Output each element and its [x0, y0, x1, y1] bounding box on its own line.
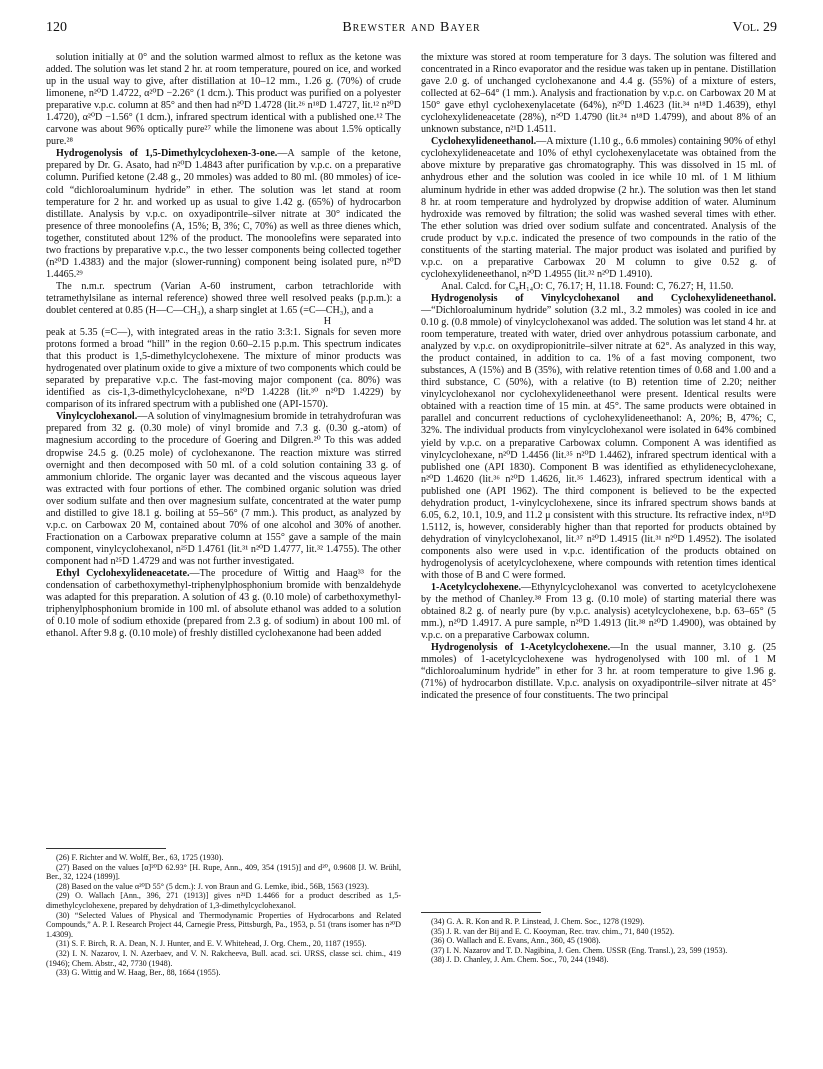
paragraph: peak at 5.35 (=C—), with integrated areas in the ratio 3:3:1. Signals for seven more protons formed a broad “hill” in the region 0.60–2.15 p.p.m. This spectrum indicates that this product is 1,5-dimethylcyclohexene. The mixture of minor products was hydrogenated over platinum oxide to give a mixture of two components which could be separated by preparative v.p.c. The fast-moving major component (ca. 80%) was identified as cis-1,3-dimethylcyclohexane, n²⁰D 1.4228 (lit.³⁰ n²⁰D 1.4229) by comparison of its infrared spectrum with a published one (API-1570). — [46, 327, 401, 411]
footnote: (28) Based on the value α²⁰D 55° (5 dcm.): J. von Braun and G. Lemke, ibid., 56B, 1563 (1923). — [56, 881, 370, 891]
paragraph: The n.m.r. spectrum (Varian A-60 instrument, carbon tetrachloride with tetramethylsilane as internal reference) showed three well resolved peaks (p.p.m.): a doublet centered at 0.85 (H—C—CH₃), a sharp singlet at 1.65 (=C—CH₃), and a — [46, 280, 401, 316]
paragraph: Hydrogenolysis of 1-Acetylcyclohexene.—In the usual manner, 3.10 g. (25 mmoles) of 1-acetylcyclohexene was hydrogenolysed with 100 ml. of 1 M “dichloroaluminum hydride” in ether for 3 hr. at room temperature to give 1.96 g. (71%) of hydrocarbon distillate. V.p.c. analysis on oxyadipontrile–silver nitrate at 45° indicated the presence of four constituents. The two principal — [421, 642, 777, 702]
paragraph: Vinylcyclohexanol.—A solution of vinylmagnesium bromide in tetrahydrofuran was prepared from 32 g. (0.30 mole) of vinyl bromide and 7.3 g. (0.30 g.-atom) of magnesium according to the procedure of Goering and Dilgren.²⁰ To this was added dropwise 24.5 g. (0.25 mole) of cyclohexanone. The reaction mixture was stirred overnight and then decomposed with 50 ml. of a cold solution containing 33 g. of ammonium chloride. The organic layer was decanted and the viscous aqueous layer was extracted with four portions of ether. The combined organic solution was dried over sodium sulfate and then over magnesium sulfate, concentrated at the water pump and distilled to give 18.1 g. boiling at 55–56° (7 mm.). This product, as analyzed by v.p.c. on Carbowax 20 M, contained about 70% of one alcohol and 30% of another. Fractionation on a Carbowax preparative column at 155° gave a sample of the main component, vinylcyclohexanol, n²⁵D 1.4761 (lit.³¹ n²⁰D 1.4777, lit.³² 1.4755). The other component had n²⁵D 1.4729 and was not further investigated. — [46, 411, 401, 567]
section-heading: Hydrogenolysis of Vinylcyclohexanol and Cyclohexylideneethanol. — [431, 292, 776, 304]
section-heading: Hydrogenolysis of 1-Acetylcyclohexene. — [431, 642, 611, 654]
footnote: (38) J. D. Chanley, J. Am. Chem. Soc., 70, 244 (1948). — [431, 955, 609, 965]
section-heading: Cyclohexylideneethanol. — [431, 136, 537, 148]
paragraph: Anal. Calcd. for C₈H₁₄O: C, 76.17; H, 11.18. Found: C, 76.27; H, 11.50. — [441, 280, 734, 292]
paragraph: 1-Acetylcyclohexene.—Ethynylcyclohexanol was converted to acetylcyclohexene by the method of Chanley.³⁸ From 13 g. (0.10 mole) of starting material there was obtained 8.2 g. of nearly pure (by v.p.c. analysis) acetylcyclohexene, b.p. 63–65° (5 mm.), n²⁰D 1.4917. A pure sample, n²⁰D 1.4913 (lit.³⁸ n²⁰D 1.4900), was obtained by v.p.c. on a preparative Carbowax column. — [421, 582, 776, 642]
footnote: (29) O. Wallach [Ann., 396, 271 (1913)] gives n²¹D 1.4466 for a product described as 1,5-dimethylcyclohexene, prepared by dehydration of 1,3-dimethylcyclohexanol. — [46, 891, 401, 910]
paragraph: solution initially at 0° and the solution warmed almost to reflux as the ketone was added. The solution was let stand 2 hr. at room temperature, poured on ice, and worked up in the usual way to give, after distillation at 10–12 mm., 1.26 g. (70%) of crude limonene, n²⁰D 1.4722, α²⁰D −2.26° (1 dcm.). This product was purified on a polyester preparative v.p.c. column at 85° and then had n²⁰D 1.4728 (lit.²⁶ n¹⁸D 1.4727, lit.¹² n²⁰D 1.4720), α²⁰D −1.56° (1 dcm.), infrared spectrum identical with a published one.¹² The carvone was about 96% optically pure²⁷ while the limonene was about 1.5% optically pure.²⁸ — [46, 52, 401, 148]
footnotes-right — [421, 912, 776, 965]
section-heading: 1-Acetylcyclohexene. — [431, 582, 521, 594]
footnote: (36) O. Wallach and E. Evans, Ann., 360, 45 (1908). — [431, 936, 601, 946]
paragraph: Hydrogenolysis of 1,5-Dimethylcyclohexen-3-one.—A sample of the ketone, prepared by Dr. G. Asato, had n²⁰D 1.4843 after purification by v.p.c. on a preparative column. Purified ketone (2.48 g., 20 mmoles) was added to 80 ml. (80 mmoles) of ice-cold “dichloroaluminum hydride” in ether. The solution was let stand at room temperature for 2 hr. and worked up as usual to give 1.42 g. (65%) of hydrocarbon distillate. Analysis by v.p.c. on oxyadipontrile–silver nitrate at 30° indicated the presence of three monoolefins (A, 15%; B, 3%; C, 70%) as well as three dienes which, together, constituted about 12% of the product. The monoolefins were separated into two fractions by preparative v.p.c., the two lesser components being collected together (n²⁰D 1.4383) and the major (slower-running) component being isolated pure, n²⁰D 1.4465.²⁹ — [46, 148, 401, 280]
running-header — [46, 20, 777, 38]
left-column — [46, 52, 401, 640]
footnote: (37) I. N. Nazarov and T. D. Nagibina, J. Gen. Chem. USSR (Eng. Transl.), 23, 599 (1953). — [431, 945, 728, 955]
footnote: (33) G. Wittig and W. Haag, Ber., 88, 1664 (1955). — [56, 968, 221, 978]
footnote-rule — [46, 848, 166, 849]
footnote: (27) Based on the values [α]²⁰D 62.93° [H. Rupe, Ann., 409, 354 (1915)] and d²⁰₄ 0.9608 [J. W. Brühl, Ber., 32, 1224 (1899)]. — [46, 862, 401, 882]
footnotes-left — [46, 848, 401, 978]
footnote: (35) J. R. van der Bij and E. C. Kooyman, Rec. trav. chim., 71, 840 (1952). — [431, 926, 675, 936]
right-column — [421, 52, 776, 703]
section-heading: Ethyl Cyclohexylideneacetate. — [56, 567, 190, 579]
section-heading: Vinylcyclohexanol. — [56, 411, 138, 423]
footnote: (26) F. Richter and W. Wolff, Ber., 63, 1725 (1930). — [56, 853, 224, 862]
footnote: (32) I. N. Nazarov, I. N. Azerbaev, and V. N. Rakcheeva, Bull. acad. sci. URSS, classe sci. chim., 419 (1946); Chem. Abstr., 42, 7730 (1948). — [46, 948, 401, 968]
paragraph: Ethyl Cyclohexylideneacetate.—The procedure of Wittig and Haag³³ for the condensation of carbethoxymethyl-triphenylphosphonium bromide with benzaldehyde was adapted for this preparation. A solution of 43 g. (0.10 mole) of carbethoxymethyl-triphenylphosphonium bromide in 100 ml. of absolute ethanol was added to a solution of 0.10 mole of sodium ethoxide (prepared from 2.3 g. of sodium) in about 100 ml. of ethanol. After 9.8 g. (0.10 mole) of freshly distilled cyclohexanone had been added — [46, 567, 402, 640]
volume-label: Vol. 29 — [732, 20, 777, 35]
paragraph: the mixture was stored at room temperature for 3 days. The solution was filtered and concentrated in a Rinco evaporator and the residue was taken up in pentane. Distillation gave 2.0 g. of unchanged cyclohexanone and 4.4 g. (55%) of a mixture of esters, collected at 62–64° (1 mm.). Analysis and fractionation by v.p.c. on Carbowax 20 M at 150° gave ethyl cyclohexenylacetate (64%), n²⁰D 1.4623 (lit.³⁴ n¹⁸D 1.4639), ethyl cyclohexylideneacetate (28%), n²⁰D 1.4790 (lit.³⁴ n¹⁸D 1.4799), and about 8% of an unknown substance, n²¹D 1.4511. — [421, 52, 776, 136]
paragraph: Cyclohexylideneethanol.—A mixture (1.10 g., 6.6 mmoles) containing 90% of ethyl cyclohexylideneacetate and 10% of ethyl cyclohexenylacetate was obtained from the above mixture by preparative gas chromatography. This was dissolved in 15 ml. of anhydrous ether and the solution was cooled in ice while 10 ml. of 1 M lithium aluminum hydride in ether was added dropwise (2 hr.). The solution was then let stand 8 hr. at room temperature and hydrolyzed by dropwise addition of water. Aluminum hydroxide was removed by filtration; the solid was washed several times with ether. The ether solution was dried over sodium sulfate and concentrated. Analysis of the crude product by v.p.c. indicated the presence of two compounds in the ratio of the constituents of the starting material. The major product was isolated and purified by v.p.c. on a preparative Carbowax 20 M column to give 0.52 g. of cyclohexylideneethanol, n²⁰D 1.4955 (lit.³² n²⁰D 1.4910). — [421, 136, 776, 280]
page-number: 120 — [46, 20, 67, 35]
footnote: (31) S. F. Birch, R. A. Dean, N. J. Hunter, and E. V. Whitehead, J. Org. Chem., 20, 1187 (1955). — [56, 939, 367, 949]
footnote-rule — [421, 912, 541, 913]
footnote: (30) “Selected Values of Physical and Thermodynamic Properties of Hydrocarbons and Related Compounds,” A. P. I. Research Project 44, Carnegie Press, Pittsburgh, Pa., 1953, p. 51 (trans isomer has n²⁰D 1.4309). — [46, 910, 401, 939]
running-title: Brewster and Bayer — [342, 20, 481, 35]
paragraph: Hydrogenolysis of Vinylcyclohexanol and Cyclohexylideneethanol.—“Dichloroaluminum hydride” solution (3.2 ml., 3.2 mmoles) was cooled in ice and 0.10 g. (0.8 mmole) of vinylcyclohexanol was added. The solution was let stand 4 hr. at room temperature, treated with water, dried over anhydrous potassium carbonate, and analyzed by v.p.c. on oxydipropionitrile–silver nitrate at 62°. As analyzed in this way, the product contained, in addition to ca. 1% of a fast moving component, two substances, A (15%) and B (35%), with relative retention times of 0.68 and 1.00 and a third substance, C (50%), with a relative (to B) retention time of 2.20; neither vinylcyclohexanol nor cyclohexylideneethanol were present. Identical results were obtained with a reaction time of 15 min. at 45°. The same products were obtained in parallel and concurrent reductions of cyclohexylideneethanol: A, 20%; B, 47%; C, 32%. The individual products from vinylcyclohexanol were isolated in 64% combined yield by v.p.c. on a preparative Carbowax column. Component A was identified as vinylcyclohexane, n²⁰D 1.4456 (lit.³⁵ n²⁰D 1.4462), infrared spectrum identical with a published one (API 1830). Component B was identified as ethylidenecyclohexane, n²⁰D 1.4620 (lit.³⁶ n²⁰D 1.4626, lit.³⁵ 1.4623), infrared spectrum identical with a published one (API 1962). The third component is believed to be the expected dehydration product, 1-vinylcyclohexene, since its infrared spectrum shows bands at 6.05, 6.2, 10.1, 10.9, and 11.2 μ consistent with this structure. Its refractive index, n¹⁹D 1.5112, is, however, considerably higher than that reported for products obtained by dehydration of vinylcyclohexanol, lit.³⁷ n²⁰D 1.4915 (lit.³¹ n²⁰D 1.4952). The isolated components also were used in v.p.c. identification of the products obtained on hydrogenolysis of acetylcyclohexene, where compounds with retention times identical with those of B and C were formed. — [421, 292, 776, 582]
structure-h-mark: H — [323, 316, 331, 328]
footnote: (34) G. A. R. Kon and R. P. Linstead, J. Chem. Soc., 1278 (1929). — [431, 917, 645, 926]
section-heading: Hydrogenolysis of 1,5-Dimethylcyclohexen-3-one. — [56, 148, 278, 160]
